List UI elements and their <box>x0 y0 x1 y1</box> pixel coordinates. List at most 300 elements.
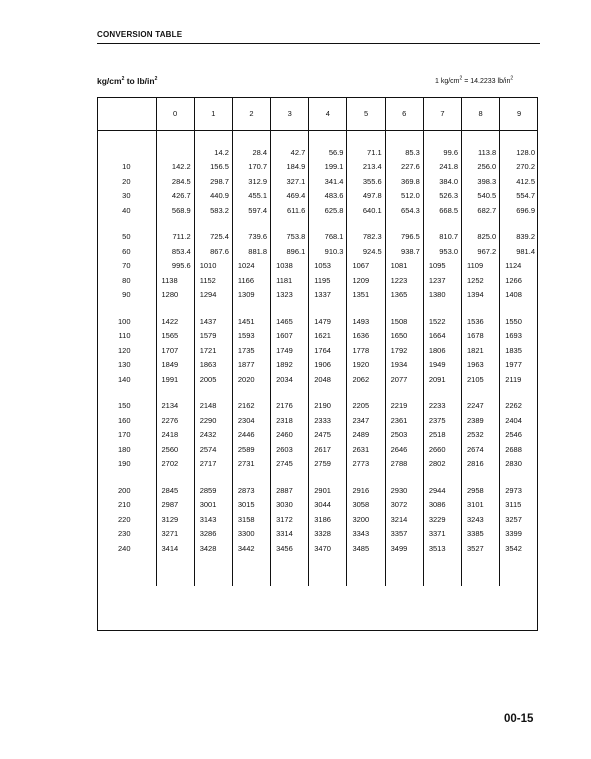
spacer-cell <box>500 131 538 146</box>
table-cell: 3172 <box>271 512 309 527</box>
table-cell: 1337 <box>309 288 347 303</box>
table-cell: 2489 <box>347 428 385 443</box>
table-cell: 1095 <box>423 259 461 274</box>
table-cell: 1749 <box>271 343 309 358</box>
table-cell: 2020 <box>232 372 270 387</box>
spacer-cell <box>156 131 194 146</box>
table-cell: 995.6 <box>156 259 194 274</box>
table-cell: 1991 <box>156 372 194 387</box>
table-cell: 1721 <box>194 343 232 358</box>
table-cell: 241.8 <box>423 160 461 175</box>
column-header: 8 <box>462 97 500 131</box>
table-cell: 1863 <box>194 358 232 373</box>
table-cell: 3357 <box>385 527 423 542</box>
table-cell: 2347 <box>347 413 385 428</box>
spacer-cell <box>385 302 423 314</box>
table-cell: 3115 <box>500 498 538 513</box>
table-cell: 2916 <box>347 483 385 498</box>
spacer-cell <box>156 218 194 230</box>
table-row <box>97 145 538 160</box>
table-cell: 2219 <box>385 399 423 414</box>
table-cell: 270.2 <box>500 160 538 175</box>
table-cell: 1821 <box>462 343 500 358</box>
table-cell: 2205 <box>347 399 385 414</box>
spacer-cell <box>194 218 232 230</box>
table-cell: 2475 <box>309 428 347 443</box>
table-cell: 3101 <box>462 498 500 513</box>
table-cell: 881.8 <box>232 244 270 259</box>
table-cell: 2162 <box>232 399 270 414</box>
table-cell: 2518 <box>423 428 461 443</box>
spacer-cell <box>347 131 385 146</box>
table-cell: 2134 <box>156 399 194 414</box>
spacer-cell <box>156 302 194 314</box>
table-cell: 3243 <box>462 512 500 527</box>
table-cell: 2589 <box>232 442 270 457</box>
table-cell: 825.0 <box>462 230 500 245</box>
table-cell: 1949 <box>423 358 461 373</box>
spacer-row <box>97 471 538 483</box>
spacer-cell <box>347 387 385 399</box>
table-cell: 1977 <box>500 358 538 373</box>
table-cell: 284.5 <box>156 174 194 189</box>
table-cell: 1209 <box>347 273 385 288</box>
table-row <box>97 483 538 498</box>
table-cell: 3229 <box>423 512 461 527</box>
spacer-cell <box>500 218 538 230</box>
spacer-cell <box>462 556 500 586</box>
table-cell: 1223 <box>385 273 423 288</box>
table-cell: 739.6 <box>232 230 270 245</box>
table-cell: 14.2 <box>194 145 232 160</box>
table-cell: 2887 <box>271 483 309 498</box>
table-cell: 981.4 <box>500 244 538 259</box>
spacer-cell <box>385 471 423 483</box>
spacer-row <box>97 218 538 230</box>
spacer-cell <box>194 556 232 586</box>
column-header: 4 <box>309 97 347 131</box>
spacer-cell <box>309 218 347 230</box>
table-cell: 1735 <box>232 343 270 358</box>
row-label: 100 <box>118 316 131 326</box>
conversion-table <box>97 97 538 586</box>
spacer-cell <box>462 131 500 146</box>
table-cell: 2688 <box>500 442 538 457</box>
table-cell: 1294 <box>194 288 232 303</box>
table-cell: 3271 <box>156 527 194 542</box>
table-cell: 2574 <box>194 442 232 457</box>
spacer-cell <box>232 471 270 483</box>
table-cell: 3343 <box>347 527 385 542</box>
table-cell: 1565 <box>156 329 194 344</box>
table-row <box>97 457 538 472</box>
table-cell: 3086 <box>423 498 461 513</box>
table-cell: 2091 <box>423 372 461 387</box>
spacer-cell <box>347 556 385 586</box>
table-cell: 3129 <box>156 512 194 527</box>
spacer-cell <box>423 302 461 314</box>
table-row <box>97 273 538 288</box>
row-label: 140 <box>118 374 131 384</box>
spacer-cell <box>232 387 270 399</box>
table-cell: 170.7 <box>232 160 270 175</box>
spacer-cell <box>385 218 423 230</box>
table-cell: 2176 <box>271 399 309 414</box>
table-cell: 384.0 <box>423 174 461 189</box>
table-cell: 3072 <box>385 498 423 513</box>
table-cell: 312.9 <box>232 174 270 189</box>
table-row <box>97 343 538 358</box>
spacer-cell <box>462 302 500 314</box>
table-cell: 2190 <box>309 399 347 414</box>
table-cell: 2389 <box>462 413 500 428</box>
spacer-cell <box>462 218 500 230</box>
table-cell: 1024 <box>232 259 270 274</box>
spacer-cell <box>97 131 156 146</box>
row-label: 70 <box>122 261 131 271</box>
row-label <box>97 145 156 160</box>
table-cell: 1323 <box>271 288 309 303</box>
table-cell: 3030 <box>271 498 309 513</box>
table-row <box>97 203 538 218</box>
table-cell: 1266 <box>500 273 538 288</box>
row-label: 60 <box>122 246 131 256</box>
table-cell: 1493 <box>347 314 385 329</box>
table-cell: 1365 <box>385 288 423 303</box>
table-cell: 668.5 <box>423 203 461 218</box>
column-header-row <box>97 97 538 131</box>
table-cell: 1806 <box>423 343 461 358</box>
table-cell: 2361 <box>385 413 423 428</box>
table-cell: 2460 <box>271 428 309 443</box>
table-cell: 71.1 <box>347 145 385 160</box>
table-cell: 341.4 <box>309 174 347 189</box>
table-cell: 3385 <box>462 527 500 542</box>
spacer-cell <box>271 387 309 399</box>
table-cell: 2418 <box>156 428 194 443</box>
row-label: 80 <box>122 275 131 285</box>
table-cell: 3214 <box>385 512 423 527</box>
table-cell: 1849 <box>156 358 194 373</box>
table-cell: 3499 <box>385 541 423 556</box>
table-cell: 1522 <box>423 314 461 329</box>
table-cell: 2717 <box>194 457 232 472</box>
table-cell: 1650 <box>385 329 423 344</box>
row-label: 20 <box>122 176 131 186</box>
table-cell: 2930 <box>385 483 423 498</box>
table-cell: 938.7 <box>385 244 423 259</box>
table-cell: 256.0 <box>462 160 500 175</box>
table-cell: 1237 <box>423 273 461 288</box>
spacer-cell <box>156 471 194 483</box>
table-cell: 2617 <box>309 442 347 457</box>
column-header: 0 <box>156 97 194 131</box>
table-cell: 128.0 <box>500 145 538 160</box>
column-header: 5 <box>347 97 385 131</box>
spacer-cell <box>309 131 347 146</box>
table-cell: 1764 <box>309 343 347 358</box>
table-cell: 2702 <box>156 457 194 472</box>
table-cell: 1380 <box>423 288 461 303</box>
table-cell: 2987 <box>156 498 194 513</box>
table-cell: 398.3 <box>462 174 500 189</box>
table-cell: 1934 <box>385 358 423 373</box>
table-cell: 1152 <box>194 273 232 288</box>
table-cell: 2247 <box>462 399 500 414</box>
conversion-factor <box>435 75 514 85</box>
spacer-row <box>97 387 538 399</box>
table-cell: 1053 <box>309 259 347 274</box>
spacer-cell <box>423 218 461 230</box>
table-cell: 540.5 <box>462 189 500 204</box>
table-cell: 1181 <box>271 273 309 288</box>
table-cell: 853.4 <box>156 244 194 259</box>
table-cell: 327.1 <box>271 174 309 189</box>
column-header: 6 <box>385 97 423 131</box>
spacer-cell <box>232 131 270 146</box>
spacer-row <box>97 131 538 146</box>
table-cell: 1906 <box>309 358 347 373</box>
table-cell: 3399 <box>500 527 538 542</box>
table-cell: 2646 <box>385 442 423 457</box>
table-cell: 1479 <box>309 314 347 329</box>
table-cell: 1280 <box>156 288 194 303</box>
table-cell: 1792 <box>385 343 423 358</box>
table-cell: 1920 <box>347 358 385 373</box>
spacer-cell <box>385 387 423 399</box>
row-label: 110 <box>118 331 131 341</box>
table-cell: 1465 <box>271 314 309 329</box>
page-number: 00-15 <box>504 713 534 725</box>
table-cell: 3456 <box>271 541 309 556</box>
table-cell: 924.5 <box>347 244 385 259</box>
table-cell: 1437 <box>194 314 232 329</box>
table-cell: 3442 <box>232 541 270 556</box>
table-cell: 2745 <box>271 457 309 472</box>
factor-lhs-exponent: 2 <box>459 75 463 82</box>
row-label: 130 <box>118 360 131 370</box>
row-label: 230 <box>118 529 131 539</box>
table-cell: 1536 <box>462 314 500 329</box>
table-cell: 99.6 <box>423 145 461 160</box>
column-header: 9 <box>500 97 538 131</box>
table-cell: 2077 <box>385 372 423 387</box>
table-cell: 2560 <box>156 442 194 457</box>
table-row <box>97 189 538 204</box>
factor-rhs-exponent: 2 <box>510 75 514 82</box>
spacer-cell <box>500 471 538 483</box>
table-cell: 199.1 <box>309 160 347 175</box>
table-cell: 1408 <box>500 288 538 303</box>
table-cell: 526.3 <box>423 189 461 204</box>
table-cell: 3044 <box>309 498 347 513</box>
table-cell: 497.8 <box>347 189 385 204</box>
table-cell: 654.3 <box>385 203 423 218</box>
table-cell: 369.8 <box>385 174 423 189</box>
table-cell: 1550 <box>500 314 538 329</box>
table-row <box>97 244 538 259</box>
table-cell: 2404 <box>500 413 538 428</box>
table-cell: 810.7 <box>423 230 461 245</box>
spacer-cell <box>271 471 309 483</box>
table-cell: 2731 <box>232 457 270 472</box>
table-cell: 2631 <box>347 442 385 457</box>
spacer-cell <box>347 218 385 230</box>
table-cell: 85.3 <box>385 145 423 160</box>
table-cell: 1835 <box>500 343 538 358</box>
table-cell: 1664 <box>423 329 461 344</box>
table-cell: 1081 <box>385 259 423 274</box>
row-label: 240 <box>118 543 131 553</box>
table-cell: 56.9 <box>309 145 347 160</box>
table-cell: 711.2 <box>156 230 194 245</box>
row-label: 210 <box>118 500 131 510</box>
table-cell: 583.2 <box>194 203 232 218</box>
table-cell: 2532 <box>462 428 500 443</box>
table-cell: 3143 <box>194 512 232 527</box>
spacer-cell <box>156 387 194 399</box>
table-cell: 1593 <box>232 329 270 344</box>
table-cell: 3542 <box>500 541 538 556</box>
table-cell: 2503 <box>385 428 423 443</box>
table-cell: 1109 <box>462 259 500 274</box>
spacer-cell <box>462 387 500 399</box>
table-cell: 213.4 <box>347 160 385 175</box>
table-cell: 1309 <box>232 288 270 303</box>
table-cell: 2148 <box>194 399 232 414</box>
spacer-cell <box>97 471 156 483</box>
table-cell: 1607 <box>271 329 309 344</box>
table-cell: 625.8 <box>309 203 347 218</box>
table-cell: 469.4 <box>271 189 309 204</box>
row-label: 50 <box>122 232 131 242</box>
table-cell: 1778 <box>347 343 385 358</box>
table-cell: 2290 <box>194 413 232 428</box>
table-cell: 682.7 <box>462 203 500 218</box>
table-cell: 2062 <box>347 372 385 387</box>
spacer-cell <box>500 387 538 399</box>
header-rule <box>97 43 540 44</box>
table-cell: 1508 <box>385 314 423 329</box>
table-cell: 2005 <box>194 372 232 387</box>
spacer-cell <box>232 556 270 586</box>
spacer-cell <box>500 556 538 586</box>
table-cell: 3257 <box>500 512 538 527</box>
table-cell: 3001 <box>194 498 232 513</box>
row-label: 180 <box>118 444 131 454</box>
table-cell: 355.6 <box>347 174 385 189</box>
table-cell: 3527 <box>462 541 500 556</box>
table-cell: 1038 <box>271 259 309 274</box>
table-cell: 1963 <box>462 358 500 373</box>
table-cell: 1124 <box>500 259 538 274</box>
table-cell: 3300 <box>232 527 270 542</box>
spacer-cell <box>271 556 309 586</box>
spacer-cell <box>309 471 347 483</box>
table-cell: 2859 <box>194 483 232 498</box>
row-label: 10 <box>122 162 131 172</box>
table-cell: 412.5 <box>500 174 538 189</box>
table-cell: 3485 <box>347 541 385 556</box>
row-label: 220 <box>118 514 131 524</box>
row-label: 200 <box>118 485 131 495</box>
table-cell: 2901 <box>309 483 347 498</box>
spacer-cell <box>385 131 423 146</box>
table-cell: 2262 <box>500 399 538 414</box>
table-cell: 2034 <box>271 372 309 387</box>
table-cell: 2759 <box>309 457 347 472</box>
table-row <box>97 428 538 443</box>
table-cell: 782.3 <box>347 230 385 245</box>
table-cell: 2973 <box>500 483 538 498</box>
spacer-cell <box>97 556 156 586</box>
table-cell: 796.5 <box>385 230 423 245</box>
table-row <box>97 288 538 303</box>
table-cell: 2845 <box>156 483 194 498</box>
table-cell: 768.1 <box>309 230 347 245</box>
table-cell: 953.0 <box>423 244 461 259</box>
table-cell: 867.6 <box>194 244 232 259</box>
table-cell: 2233 <box>423 399 461 414</box>
spacer-cell <box>194 131 232 146</box>
spacer-cell <box>97 302 156 314</box>
table-cell: 640.1 <box>347 203 385 218</box>
spacer-cell <box>423 471 461 483</box>
table-cell: 1351 <box>347 288 385 303</box>
table-cell: 696.9 <box>500 203 538 218</box>
spacer-cell <box>309 556 347 586</box>
table-cell: 1394 <box>462 288 500 303</box>
table-cell: 1451 <box>232 314 270 329</box>
unit-from: kg/cm <box>97 76 122 86</box>
table-cell: 3158 <box>232 512 270 527</box>
table-row <box>97 498 538 513</box>
table-cell: 3286 <box>194 527 232 542</box>
table-cell: 113.8 <box>462 145 500 160</box>
factor-rhs: = 14.2233 lb/in <box>462 78 511 85</box>
row-label: 190 <box>118 459 131 469</box>
column-header: 1 <box>194 97 232 131</box>
table-row <box>97 372 538 387</box>
table-row <box>97 160 538 175</box>
row-label: 160 <box>118 415 131 425</box>
row-label: 150 <box>118 401 131 411</box>
spacer-cell <box>232 302 270 314</box>
table-cell: 1678 <box>462 329 500 344</box>
spacer-cell <box>423 556 461 586</box>
table-cell: 2802 <box>423 457 461 472</box>
table-cell: 227.6 <box>385 160 423 175</box>
table-cell: 554.7 <box>500 189 538 204</box>
table-cell: 298.7 <box>194 174 232 189</box>
row-label: 40 <box>122 205 131 215</box>
row-label: 90 <box>122 290 131 300</box>
table-cell: 1252 <box>462 273 500 288</box>
table-cell: 3414 <box>156 541 194 556</box>
column-header: 3 <box>271 97 309 131</box>
column-header: 2 <box>232 97 270 131</box>
table-cell: 483.6 <box>309 189 347 204</box>
table-cell: 1877 <box>232 358 270 373</box>
table-cell: 142.2 <box>156 160 194 175</box>
table-cell: 2119 <box>500 372 538 387</box>
row-label: 30 <box>122 191 131 201</box>
table-cell: 3186 <box>309 512 347 527</box>
spacer-cell <box>194 387 232 399</box>
table-cell <box>156 145 194 160</box>
table-cell: 3314 <box>271 527 309 542</box>
table-cell: 1422 <box>156 314 194 329</box>
